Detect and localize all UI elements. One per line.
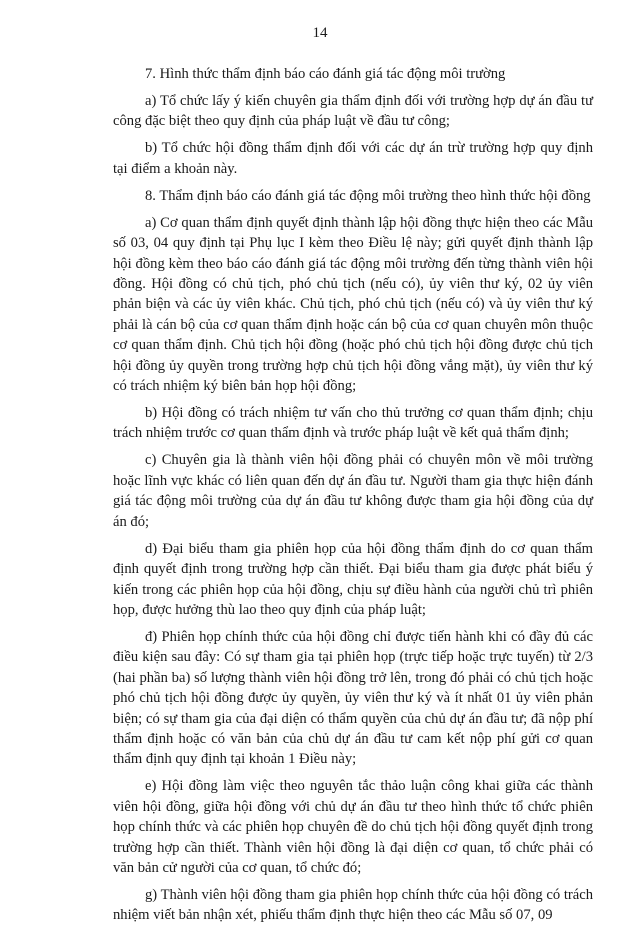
heading-section-7: 7. Hình thức thẩm định báo cáo đánh giá tác động môi trường <box>145 66 506 82</box>
paragraph-8dd: đ) Phiên họp chính thức của hội đồng chỉ được tiến hành khi có đầy đủ các điều kiện sau đây: Có sự tham gia tại phiên họp (trực tiếp hoặc trực tuyến) từ 2/3 (hai phần ba) số lượng thành viên hội đồng trở lên, trong đó phải có chủ tịch hoặc phó chủ tịch hội đồng được ủy quyền, ủy viên thư ký và ít nhất 01 ủy viên phản biện; có sự tham gia của đại diện có thẩm quyền của chủ dự án đầu tư; đã nộp phí thẩm định hoặc có văn bản của chủ dự án đầu tư cam kết nộp phí gửi cơ quan thẩm định quy định tại khoản 1 Điều này; <box>113 628 593 768</box>
paragraph-8b: b) Hội đồng có trách nhiệm tư vấn cho thủ trưởng cơ quan thẩm định; chịu trách nhiệm trước cơ quan thẩm định và trước pháp luật về kết quả thẩm định; <box>113 405 593 442</box>
document-body <box>113 64 593 932</box>
paragraph-8d: d) Đại biểu tham gia phiên họp của hội đồng thẩm định do cơ quan thẩm định quyết định trong trường hợp cần thiết. Đại biểu tham gia được phát biểu ý kiến trong các phiên họp của hội đồng, chịu sự điều hành của người chủ trì phiên họp, được hưởng thù lao theo quy định của pháp luật; <box>113 540 593 618</box>
paragraph-7a: a) Tổ chức lấy ý kiến chuyên gia thẩm định đối với trường hợp dự án đầu tư công đặc biệt theo quy định của pháp luật về đầu tư công; <box>113 93 593 130</box>
paragraph-8c: c) Chuyên gia là thành viên hội đồng phải có chuyên môn về môi trường hoặc lĩnh vực khác có liên quan đến dự án đầu tư. Người tham gia thực hiện đánh giá tác động môi trường của dự án đầu tư không được tham gia hội đồng của dự án đó; <box>113 452 593 530</box>
heading-section-8: 8. Thẩm định báo cáo đánh giá tác động môi trường theo hình thức hội đồng <box>145 187 591 204</box>
paragraph-8g: g) Thành viên hội đồng tham gia phiên họp chính thức của hội đồng có trách nhiệm viết bản nhận xét, phiếu thẩm định thực hiện theo các Mẫu số 07, 09 <box>113 886 593 924</box>
page-number: 14 <box>312 25 328 41</box>
paragraph-7b: b) Tổ chức hội đồng thẩm định đối với các dự án trừ trường hợp quy định tại điểm a khoản này. <box>113 140 593 177</box>
paragraph-8a: a) Cơ quan thẩm định quyết định thành lập hội đồng thực hiện theo các Mẫu số 03, 04 quy định tại Phụ lục I kèm theo Điều lệ này; gửi quyết định thành lập hội đồng kèm theo báo cáo đánh giá tác động môi trường đến từng thành viên hội đồng. Hội đồng có chủ tịch, phó chủ tịch (nếu có), ủy viên thư ký, 02 ủy viên phản biện và các ủy viên khác. Chủ tịch, phó chủ tịch (nếu có) và ủy viên thư ký phải là cán bộ của cơ quan thẩm định hoặc cán bộ của cơ quan chuyên môn thuộc cơ quan thẩm định. Chủ tịch hội đồng (hoặc phó chủ tịch hội đồng được chủ tịch hội đồng ủy quyền trong trường hợp chủ tịch hội đồng vắng mặt), ủy viên thư ký có trách nhiệm ký biên bản họp hội đồng; <box>113 214 593 395</box>
paragraph-8e: e) Hội đồng làm việc theo nguyên tắc thảo luận công khai giữa các thành viên hội đồng, giữa hội đồng với chủ dự án đầu tư theo hình thức tổ chức phiên họp chính thức và các phiên họp chuyên đề do chủ tịch hội đồng quyết định trong trường hợp cần thiết. Thành viên hội đồng là đại diện cơ quan, tổ chức phải có văn bản cử người của cơ quan, tổ chức đó; <box>113 778 593 876</box>
